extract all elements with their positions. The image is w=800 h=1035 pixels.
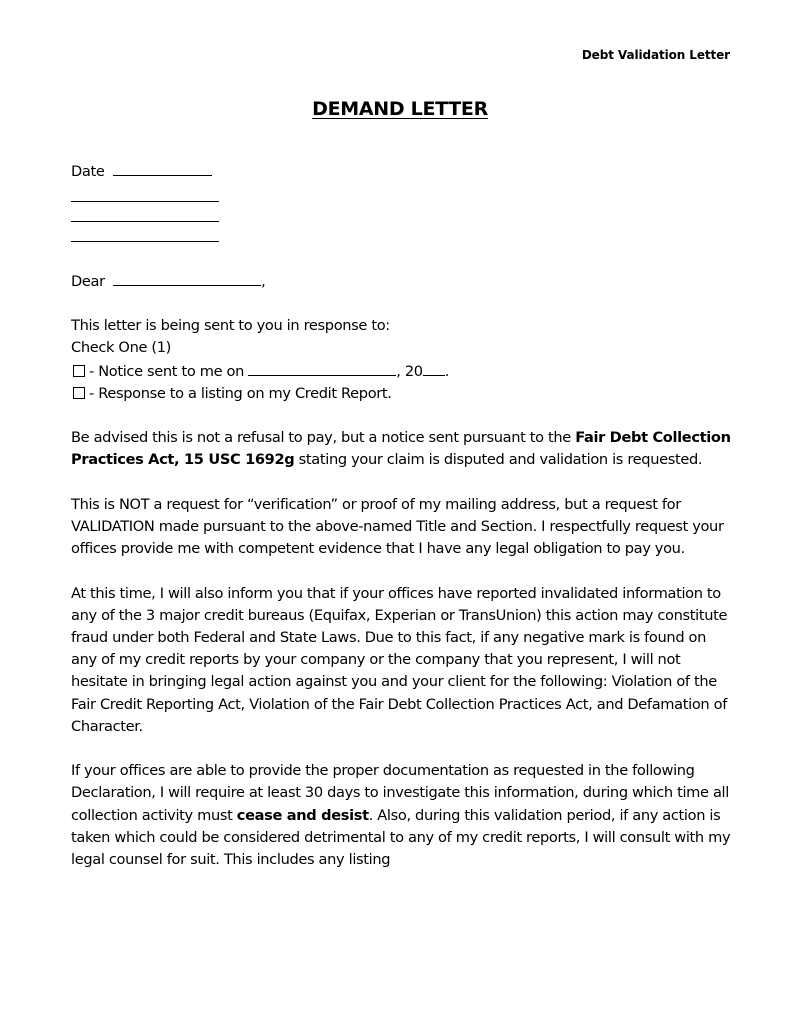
paragraph-cease-desist: If your offices are able to provide the proper documentation as requested in the following Declaration, I will require at least 30 days to investigate this information, during which time all collection activity must cease and desist. Also, during this validation period, if any action is taken which could be considered detrimental to any of my credit reports, I will consult with my legal counsel for suit. This includes any listing xyxy=(71,762,731,869)
page-title: DEMAND LETTER xyxy=(312,98,488,120)
recipient-blank[interactable] xyxy=(113,270,261,286)
paragraph-validation: This is NOT a request for “verification” or proof of my mailing address, but a request for VALIDATION made pursuant to the above-named Title and Section. I respectfully request your offices provide me with competent evidence that I have any legal obligation to pay you. xyxy=(71,495,724,558)
credit-report-checkbox[interactable] xyxy=(73,387,85,399)
option-notice: - Notice sent to me on , 20 . xyxy=(71,360,736,383)
check-one-label: Check One (1) xyxy=(71,339,172,357)
address-line-1[interactable] xyxy=(71,182,219,202)
date-label: Date xyxy=(71,163,105,180)
dear-label: Dear xyxy=(71,273,105,290)
option-credit-report-label: - Response to a listing on my Credit Report. xyxy=(89,384,392,402)
notice-checkbox[interactable] xyxy=(73,365,85,377)
notice-year-blank[interactable] xyxy=(423,360,445,376)
address-line-2[interactable] xyxy=(71,202,219,222)
cease-desist-emphasis: cease and desist xyxy=(236,806,369,824)
paragraph-credit-bureaus: At this time, I will also inform you that if your offices have reported invalidated information to any of the 3 major credit bureaus (Equifax, Experian or TransUnion) this action may constitute fraud under both Federal and State Laws. Due to this fact, if any negative mark is found on any of my credit reports by your company or the company that you represent, I will not hesitate in bringing legal action against you and your client for the following: Violation of the Fair Credit Reporting Act, Violation of the Fair Debt Collection Practices Act, and Defamation of Character. xyxy=(71,584,728,735)
date-line xyxy=(71,160,736,182)
option-credit-report xyxy=(71,383,736,405)
salutation: Dear , xyxy=(71,270,736,293)
date-blank[interactable] xyxy=(113,160,212,176)
response-intro: This letter is being sent to you in response to: xyxy=(71,317,390,335)
fdcpa-reference: Fair Debt Collection Practices Act, 15 USC 1692g xyxy=(71,429,731,469)
address-line-3[interactable] xyxy=(71,222,219,242)
paragraph-fdcpa: Be advised this is not a refusal to pay, but a notice sent pursuant to the Fair Debt Collection Practices Act, 15 USC 1692g stating your claim is disputed and validation is requested. xyxy=(71,429,731,469)
letter-body xyxy=(71,160,736,893)
option-notice-label: - Notice sent to me on xyxy=(89,362,244,380)
option-notice-year-label: , 20 xyxy=(396,362,423,380)
address-block xyxy=(71,182,736,242)
response-section xyxy=(71,315,736,405)
notice-date-blank[interactable] xyxy=(248,360,396,376)
document-header-label: Debt Validation Letter xyxy=(581,48,730,62)
